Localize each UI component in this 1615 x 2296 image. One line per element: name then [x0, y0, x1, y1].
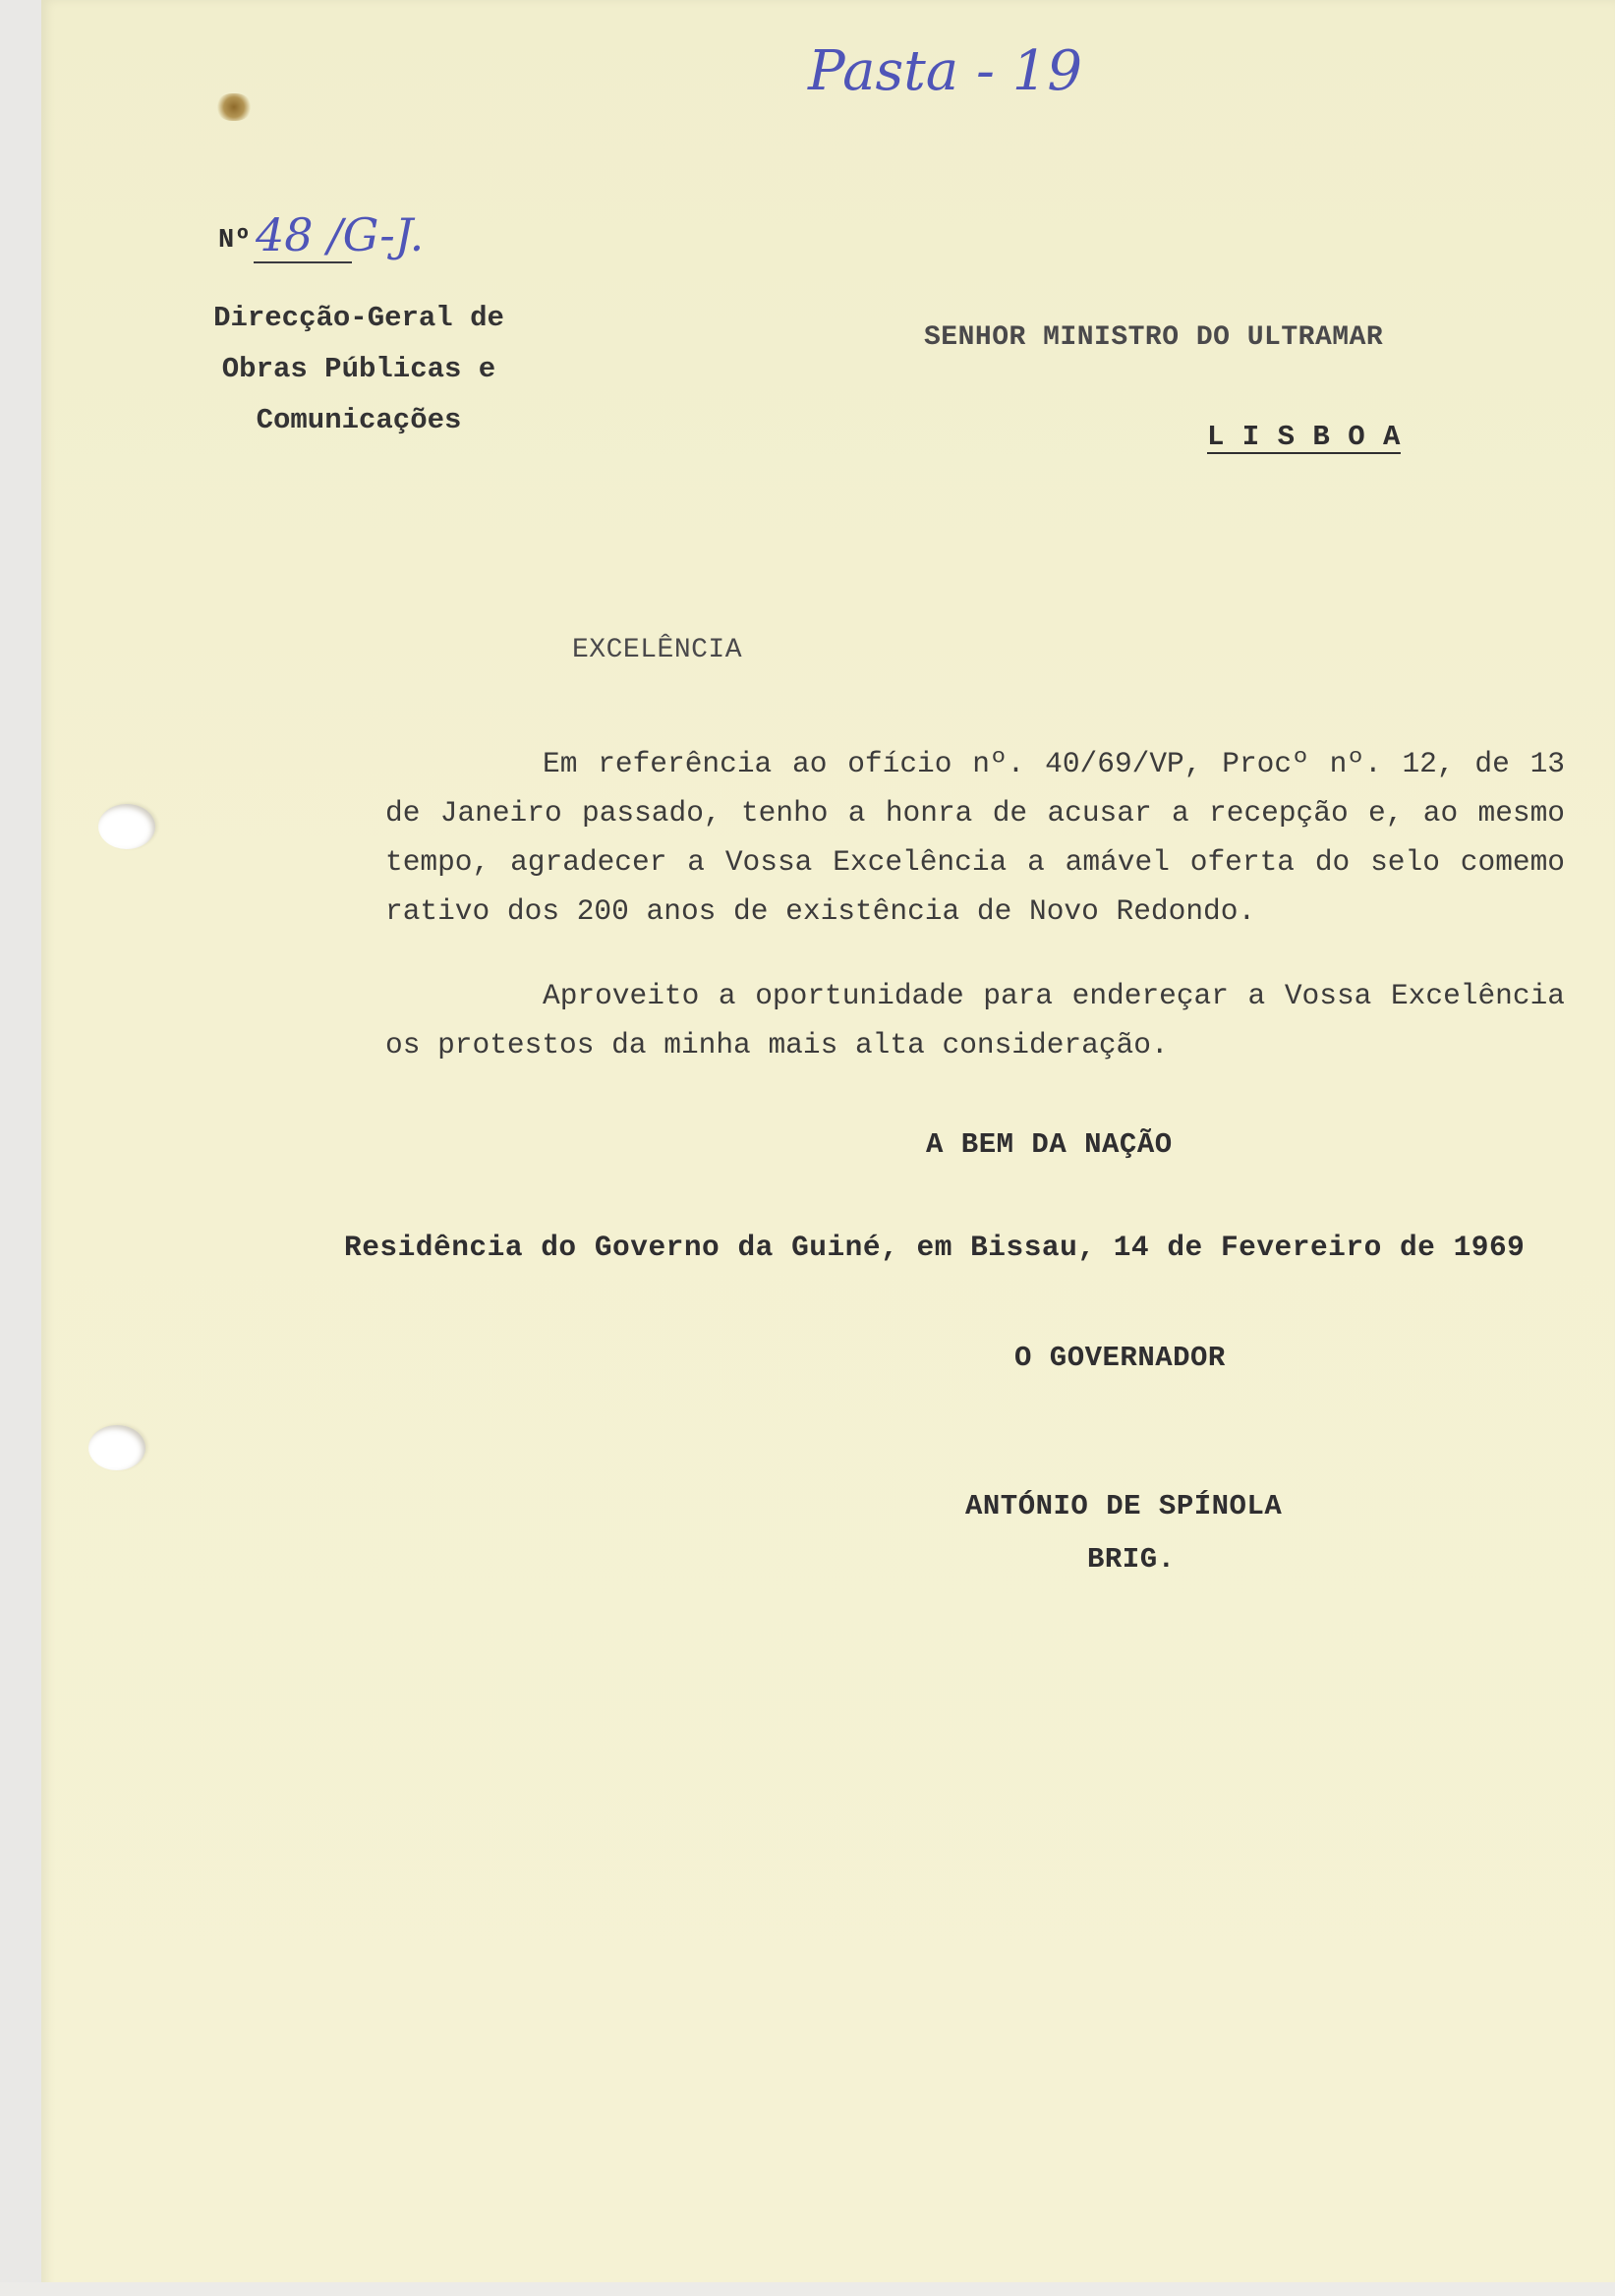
rust-stain — [216, 93, 252, 121]
reference-underline — [254, 261, 352, 263]
scan-bottom-margin — [0, 2282, 1615, 2296]
salutation: EXCELÊNCIA — [572, 635, 743, 665]
place-and-date: Residência do Governo da Guiné, em Bissau, 14 de Fevereiro de 1969 — [344, 1231, 1526, 1264]
punch-hole-upper — [98, 804, 155, 849]
recipient-title: SENHOR MINISTRO DO ULTRAMAR — [924, 322, 1384, 353]
closing-formula: A BEM DA NAÇÃO — [926, 1128, 1173, 1161]
sender-department — [206, 293, 511, 446]
body-paragraph-1: Em referência ao ofício nº. 40/69/VP, Procº nº. 12, de 13 de Janeiro passado, tenho a honra de acusar a recepção e, ao mesmo tempo, agradecer a Vossa Excelência a amável oferta do selo comemo rativo dos 200 anos de existência de Novo Redondo. — [385, 747, 1565, 928]
body-paragraph-2: Aproveito a oportunidade para endereçar a Vossa Excelência os protestos da minha mais alta consideração. — [385, 979, 1565, 1062]
signer-title: O GOVERNADOR — [1014, 1342, 1226, 1374]
sender-line-1: Direcção-Geral de — [213, 302, 504, 334]
sender-line-2: Obras Públicas e — [221, 353, 496, 385]
handwritten-folder-note: Pasta - 19 — [808, 39, 1082, 103]
reference-number-label: Nº — [218, 226, 252, 256]
handwritten-reference-number: 48 /G-J. — [256, 208, 425, 261]
document-page — [41, 0, 1615, 2296]
signer-name: ANTÓNIO DE SPÍNOLA — [965, 1490, 1283, 1522]
punch-hole-lower — [88, 1425, 145, 1470]
recipient-city: L I S B O A — [1207, 421, 1401, 453]
signer-rank: BRIG. — [1087, 1543, 1176, 1576]
scan-margin — [0, 0, 41, 2296]
sender-line-3: Comunicações — [256, 404, 462, 436]
